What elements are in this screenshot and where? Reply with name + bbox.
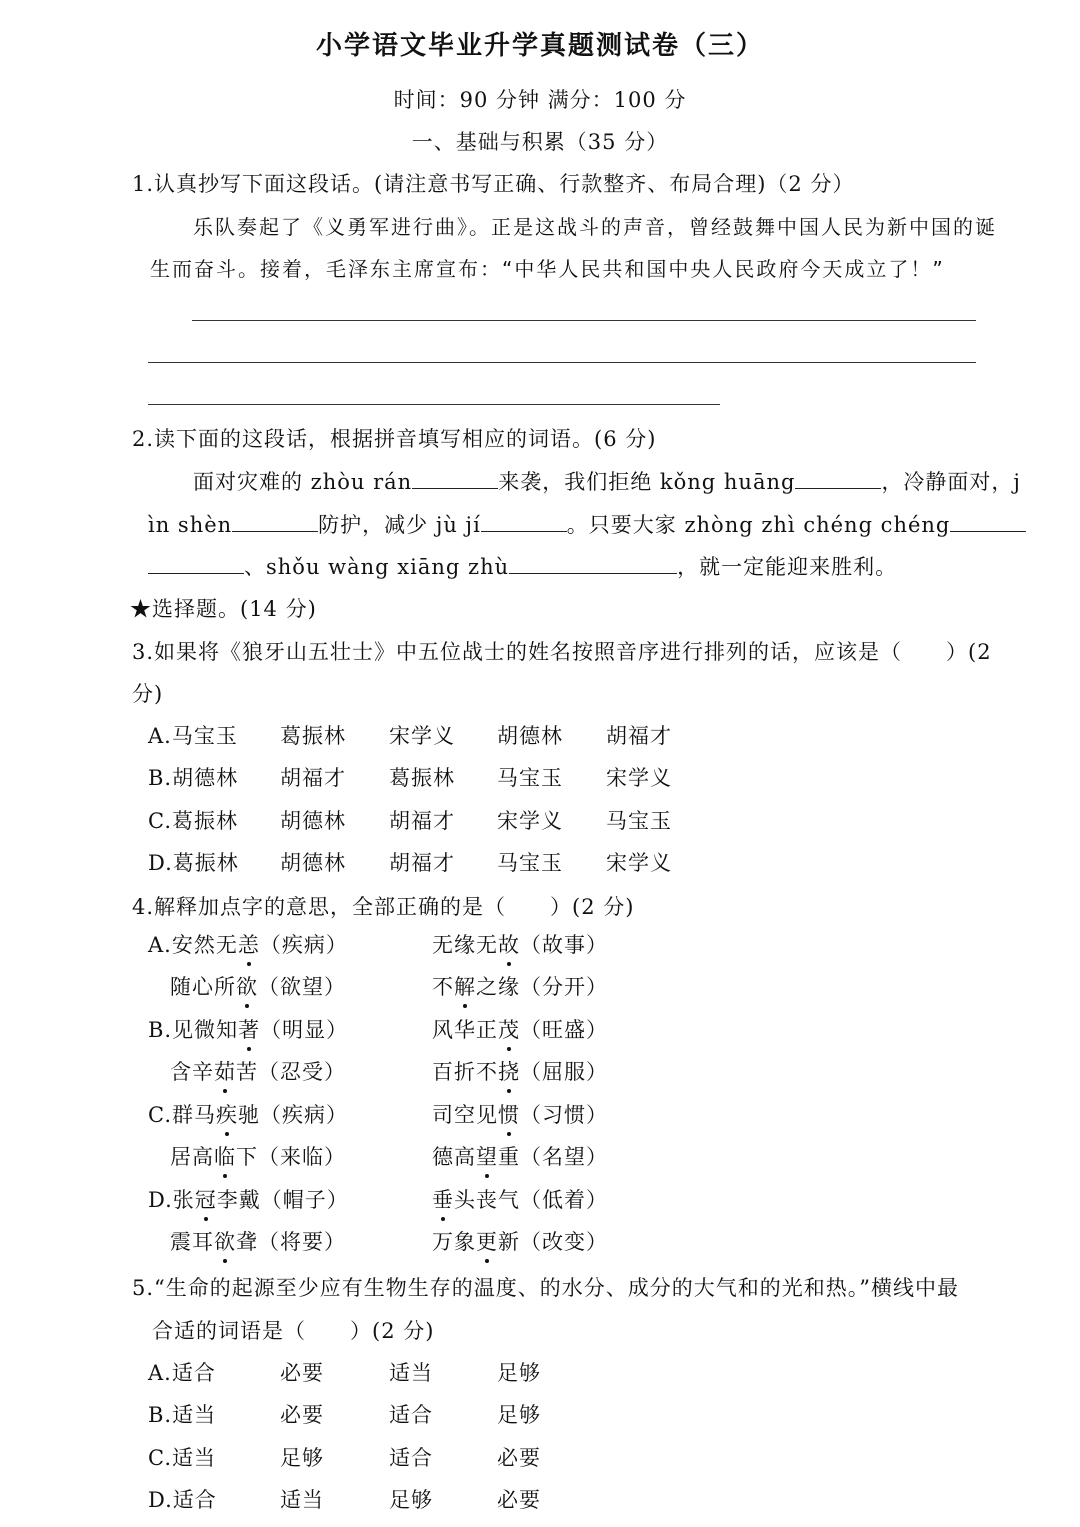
q1-passage-line2: 生而奋斗。接着，毛泽东主席宣布：“中华人民共和国中央人民政府今天成立了！” (150, 257, 945, 281)
phrase-part: 不 (432, 975, 454, 999)
q4-item-left (170, 1058, 346, 1086)
blank-shouwangxiangzhu[interactable] (509, 553, 677, 574)
q2-text: 防护，减少 jù jí (318, 513, 481, 537)
choice-section-heading: ★选择题。(14 分) (130, 597, 317, 621)
blank-zhongzhichengcheng-cont[interactable] (148, 553, 244, 574)
phrase-part: 苦（忍受） (236, 1060, 346, 1084)
exam-meta: 时间：90 分钟 满分：100 分 (393, 88, 687, 112)
phrase-part: 震耳 (170, 1230, 214, 1254)
phrase-part: 居高 (170, 1145, 214, 1169)
blank-zhongzhichengcheng[interactable] (950, 511, 1026, 532)
phrase-part: 新（改变） (498, 1230, 608, 1254)
q5-option-word: 适当 (280, 1488, 324, 1512)
phrase-part: （习惯） (520, 1103, 608, 1127)
option-label: C. (148, 1103, 172, 1127)
option-label: A. (148, 933, 172, 957)
option-label: B. (148, 1018, 173, 1042)
q2-text: ，就一定能迎来胜利。 (677, 555, 898, 579)
q5-prompt: 5.“生命的起源至少应有生物生存的温度、的水分、成分的大气和的光和热。”横线中最 (132, 1276, 960, 1300)
phrase-part: （明显） (260, 1018, 349, 1042)
dotted-char: 欲 (236, 975, 258, 999)
q4-option-d[interactable] (148, 1186, 349, 1214)
q4-option-b[interactable] (148, 1016, 348, 1044)
q5-option-word: 足够 (389, 1488, 433, 1512)
q5-option-word: 必要 (497, 1488, 541, 1512)
phrase-part: （故事） (520, 933, 608, 957)
dotted-char: 著 (238, 1018, 261, 1042)
q3-option-name: 宋学义 (389, 724, 455, 748)
q3-option-name: 宋学义 (497, 809, 563, 833)
q2-text: 、shǒu wàng xiāng zhù (244, 555, 510, 579)
phrase-part: （疾病） (259, 933, 348, 957)
phrase-part: 张 (172, 1188, 195, 1212)
dotted-char: 垂 (432, 1188, 454, 1212)
q5-option-word: 必要 (280, 1361, 324, 1385)
q5-option-a[interactable]: A.适合 (148, 1361, 216, 1385)
dotted-char: 故 (498, 933, 520, 957)
q4-prompt: 4.解释加点字的意思，全部正确的是（ ）(2 分) (132, 895, 635, 919)
q3-option-name: 胡德林 (497, 724, 563, 748)
q2-text: ，冷静面对，j (881, 470, 1021, 494)
q3-option-name: 胡德林 (280, 809, 346, 833)
q4-item-right (432, 1101, 608, 1129)
phrase-part: 之缘（分开） (476, 975, 608, 999)
q4-item-right (432, 1143, 608, 1171)
q3-prompt: 3.如果将《狼牙山五壮士》中五位战士的姓名按照音序进行排列的话，应该是（ ）(2 (132, 640, 992, 664)
q5-option-word: 适合 (389, 1446, 433, 1470)
q4-item-right (432, 1016, 608, 1044)
phrase-part: 万象 (432, 1230, 476, 1254)
q4-item-right (432, 1228, 608, 1256)
phrase-part: 聋（将要） (236, 1230, 346, 1254)
q1-passage-line1: 乐队奏起了《义勇军进行曲》。正是这战斗的声音，曾经鼓舞中国人民为新中国的诞 (193, 215, 997, 239)
phrase-part: 群马 (172, 1103, 216, 1127)
q3-option-name: 宋学义 (606, 766, 672, 790)
blank-zhouran[interactable] (412, 468, 498, 489)
dotted-char: 挠 (498, 1060, 520, 1084)
blank-juji[interactable] (481, 511, 567, 532)
phrase-part: 下（来临） (236, 1145, 346, 1169)
phrase-part: 见微知 (172, 1018, 239, 1042)
q4-item-left (170, 1228, 346, 1256)
q3-option-b[interactable]: B.胡德林 (148, 766, 239, 790)
dotted-char: 解 (454, 975, 476, 999)
phrase-part: 随心所 (170, 975, 236, 999)
q4-item-right (432, 1186, 608, 1214)
option-label: D. (148, 1188, 173, 1212)
q3-option-name: 葛振林 (280, 724, 346, 748)
q3-option-name: 马宝玉 (497, 851, 563, 875)
q1-prompt: 1.认真抄写下面这段话。(请注意书写正确、行款整齐、布局合理)（2 分） (132, 172, 855, 196)
q4-option-a[interactable] (148, 931, 348, 959)
q2-text: 面对灾难的 zhòu rán (193, 470, 413, 494)
q3-option-a[interactable]: A.马宝玉 (148, 724, 238, 748)
q5-option-word: 足够 (280, 1446, 324, 1470)
page-title: 小学语文毕业升学真题测试卷（三） (315, 31, 764, 61)
q5-option-word: 适当 (389, 1361, 433, 1385)
phrase-part: 含辛 (170, 1060, 214, 1084)
phrase-part: 重（名望） (498, 1145, 608, 1169)
q3-option-name: 宋学义 (606, 851, 672, 875)
phrase-part: 风华正 (432, 1018, 498, 1042)
phrase-part: 德高 (432, 1145, 476, 1169)
q2-line-1 (193, 468, 1021, 496)
phrase-part: 驰（疾病） (238, 1103, 348, 1127)
q2-line-3 (148, 553, 897, 581)
q5-prompt-cont: 合适的词语是（ ）(2 分) (152, 1319, 435, 1343)
phrase-part: 无缘无 (432, 933, 498, 957)
q1-writing-line-2[interactable] (148, 362, 976, 363)
q3-option-name: 葛振林 (389, 766, 455, 790)
q3-option-d[interactable]: D.葛振林 (148, 851, 239, 875)
q4-item-right (432, 973, 608, 1001)
q3-option-name: 胡德林 (280, 851, 346, 875)
phrase-part: （欲望） (258, 975, 346, 999)
q5-option-word: 必要 (497, 1446, 541, 1470)
dotted-char: 更 (476, 1230, 498, 1254)
q5-option-word: 足够 (497, 1403, 541, 1427)
dotted-char: 疾 (216, 1103, 238, 1127)
q5-option-d[interactable]: D.适合 (148, 1488, 217, 1512)
dotted-char: 茹 (214, 1060, 236, 1084)
phrase-part: 百折不 (432, 1060, 498, 1084)
phrase-part: 司空见 (432, 1103, 498, 1127)
q3-option-name: 马宝玉 (497, 766, 563, 790)
q1-writing-line-1[interactable] (192, 320, 976, 321)
phrase-part: （屈服） (520, 1060, 608, 1084)
q1-writing-line-3[interactable] (148, 404, 720, 405)
q3-option-name: 胡福才 (606, 724, 672, 748)
q2-text: ìn shèn (148, 513, 233, 537)
q3-option-name: 胡福才 (280, 766, 346, 790)
q3-option-c[interactable]: C.葛振林 (148, 809, 238, 833)
phrase-part: （旺盛） (520, 1018, 608, 1042)
dotted-char: 望 (476, 1145, 498, 1169)
q3-prompt-cont: 分) (132, 682, 164, 706)
q5-option-c[interactable]: C.适当 (148, 1446, 216, 1470)
q4-item-left (170, 973, 346, 1001)
phrase-part: 安然无 (171, 933, 238, 957)
blank-jinshen[interactable] (232, 511, 318, 532)
dotted-char: 惯 (498, 1103, 520, 1127)
q5-option-word: 适合 (389, 1403, 433, 1427)
q5-option-word: 必要 (280, 1403, 324, 1427)
q3-option-name: 胡福才 (389, 851, 455, 875)
q4-item-right (432, 1058, 608, 1086)
q3-option-name: 胡福才 (389, 809, 455, 833)
phrase-part: 头丧气（低着） (454, 1188, 608, 1212)
dotted-char: 冠 (194, 1188, 217, 1212)
section-heading: 一、基础与积累（35 分） (411, 130, 669, 154)
q2-text: 。只要大家 zhòng zhì chéng chéng (566, 513, 951, 537)
q5-option-word: 足够 (497, 1361, 541, 1385)
q4-item-left (170, 1143, 346, 1171)
dotted-char: 茂 (498, 1018, 520, 1042)
blank-konghuang[interactable] (795, 468, 881, 489)
q4-option-c[interactable] (148, 1101, 348, 1129)
q4-item-right (432, 931, 608, 959)
dotted-char: 临 (214, 1145, 236, 1169)
q2-line-2 (148, 511, 1026, 539)
q2-prompt: 2.读下面的这段话，根据拼音填写相应的词语。(6 分) (132, 427, 657, 451)
q2-text: 来袭，我们拒绝 kǒng huāng (498, 470, 796, 494)
phrase-part: 李戴（帽子） (216, 1188, 349, 1212)
dotted-char: 欲 (214, 1230, 236, 1254)
q5-option-b[interactable]: B.适当 (148, 1403, 217, 1427)
dotted-char: 恙 (237, 933, 260, 957)
q3-option-name: 马宝玉 (606, 809, 672, 833)
